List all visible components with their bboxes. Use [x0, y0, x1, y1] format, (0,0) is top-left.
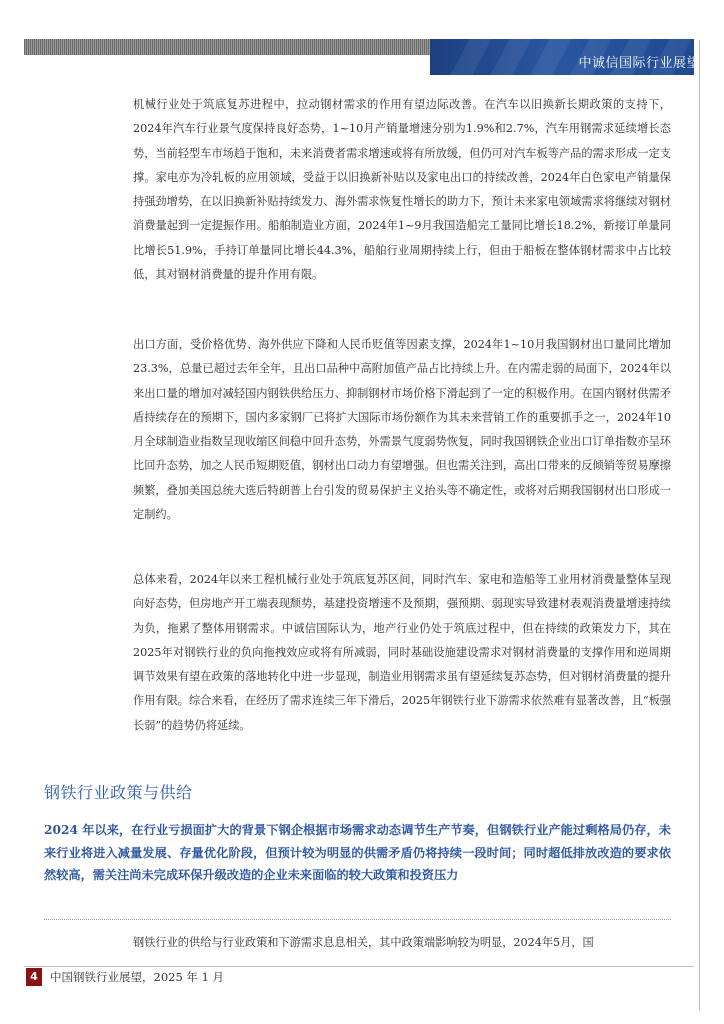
footer-divider	[24, 966, 694, 967]
section-summary: 2024 年以来，在行业亏损面扩大的背景下钢企根据市场需求动态调节生产节奏，但钢铁行业产能过剩格局仍存，未来行业将进入减量发展、存量优化阶段，但预计较为明显的供需矛盾仍将持续一段时间；同时超低排放改造的要求依然较高，需关注尚未完成环保升级改造的企业未来面临的较大政策和投资压力	[44, 823, 671, 882]
header-title: 中诚信国际行业展望	[578, 56, 700, 71]
paragraph-exports: 出口方面，受价格优势、海外供应下降和人民币贬值等因素支撑，2024年1~10月我国钢材出口量同比增加23.3%，总量已超过去年全年，且出口品种中高附加值产品占比持续上升。在内需走弱的局面下，2024年以来出口量的增加对减轻国内钢铁供给压力、抑制钢材市场价格下滑起到了一定的积极作用。在国内钢材供需矛盾持续存在的预期下，国内多家钢厂已将扩大国际市场份额作为其未来营销工作的重要抓手之一，2024年10月全球制造业指数呈现收缩区间稳中回升态势，外需景气度弱势恢复，同时我国钢铁企业出口订单指数亦呈环比回升态势，加之人民币短期贬值，钢材出口动力有望增强。但也需关注到，高出口带来的反倾销等贸易摩擦频繁，叠加美国总统大选后特朗普上台引发的贸易保护主义抬头等不确定性，或将对后期我国钢材出口形成一定制约。	[133, 338, 671, 522]
paragraph-summary-outlook: 总体来看，2024年以来工程机械行业处于筑底复苏区间，同时汽车、家电和造船等工业用材消费量整体呈现向好态势，但房地产开工端表现颓势，基建投资增速不及预期，强预期、弱现实导致建材表观消费量增速持续为负，拖累了整体用钢需求。中诚信国际认为，地产行业仍处于筑底过程中，但在持续的政策发力下，其在2025年对钢铁行业的负向拖拽效应或将有所减弱，同时基础设施建设需求对钢材消费量的支撑作用和逆周期调节效果有望在政策的落地转化中进一步显现，制造业用钢需求虽有望延续复苏态势，但对钢材消费量的提升作用有限。综合来看，在经历了需求连续三年下滑后，2025年钢铁行业下游需求依然难有显著改善，且“板强长弱”的趋势仍将延续。	[133, 573, 671, 732]
page-number: 4	[26, 968, 42, 986]
paragraph-demand-manufacturing: 机械行业处于筑底复苏进程中，拉动钢材需求的作用有望边际改善。在汽车以旧换新长期政策的支持下，2024年汽车行业景气度保持良好态势，1~10月产销量增速分别为1.9%和2.7%，汽车用钢需求延续增长态势，当前轻型车市场趋于饱和，未来消费者需求增速或将有所放缓，但仍可对汽车板等产品的需求形成一定支撑。家电亦为冷轧板的应用领域，受益于以旧换新补贴以及家电出口的持续改善，2024年白色家电产销量保持强劲增势，在以旧换新补贴持续发力、海外需求恢复性增长的助力下，预计未来家电领域需求将继续对钢材消费量起到一定提振作用。船舶制造业方面，2024年1~9月我国造船完工量同比增长18.2%，新接订单量同比增长51.9%，手持订单量同比增长44.3%，船舶行业周期持续上行，但由于船板在整体钢材需求中占比较低，其对钢材消费量的提升作用有限。	[133, 98, 671, 282]
section-body-start: 钢铁行业的供给与行业政策和下游需求息息相关，其中政策端影响较为明显，2024年5月，国	[133, 936, 594, 949]
divider	[44, 919, 671, 920]
footer-text: 中国钢铁行业展望，2025 年 1 月	[50, 970, 225, 984]
page-border	[699, 40, 700, 1010]
section-heading: 钢铁行业政策与供给	[44, 783, 193, 802]
